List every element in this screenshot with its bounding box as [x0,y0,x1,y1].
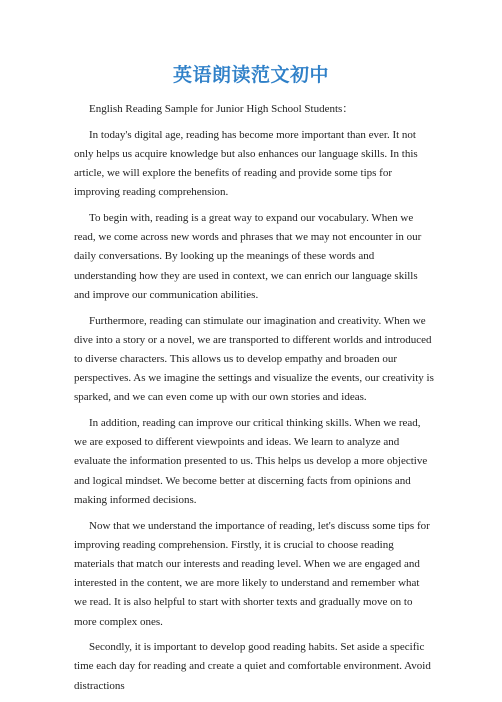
body-paragraph: In today's digital age, reading has become more important than ever. It not only helps us acquire knowledge but also enhances our language skills. In this article, we will explore the benefits of reading and provide some tips for improving reading comprehension. [74,128,418,199]
document-body [74,100,435,702]
document-title: 英语朗读范文初中 [172,64,329,86]
body-paragraph: Secondly, it is important to develop good reading habits. Set aside a specific time each day for reading and create a quiet and comfortable environment. Avoid distractions [74,641,431,692]
body-paragraph: Furthermore, reading can stimulate our imagination and creativity. When we dive into a story or a novel, we are transported to different worlds and introduced to diverse characters. This allows us to develop empathy and broaden our perspectives. As we imagine the settings and visualize the events, our creativity is sparked, and we can even come up with our own stories and ideas. [74,314,434,404]
subtitle-paragraph: English Reading Sample for Junior High School Students： [89,103,354,115]
body-paragraph: To begin with, reading is a great way to expand our vocabulary. When we read, we come across new words and phrases that we may not encounter in our daily conversations. By looking up the meanings of these words and understanding how they are used in context, we can enrich our language skills and improve our communication abilities. [74,212,422,301]
body-paragraph: In addition, reading can improve our critical thinking skills. When we read, we are exposed to different viewpoints and ideas. We learn to analyze and evaluate the information presented to us. This helps us develop a more objective and logical mindset. We become better at discerning facts from opinions and making informed decisions. [74,417,428,506]
body-paragraph: Now that we understand the importance of reading, let's discuss some tips for improving reading comprehension. Firstly, it is crucial to choose reading materials that match our interests and reading level. When we are engaged and interested in the content, we are more likely to understand and remember what we read. It is also helpful to start with shorter texts and gradually move on to more complex ones. [74,519,430,628]
